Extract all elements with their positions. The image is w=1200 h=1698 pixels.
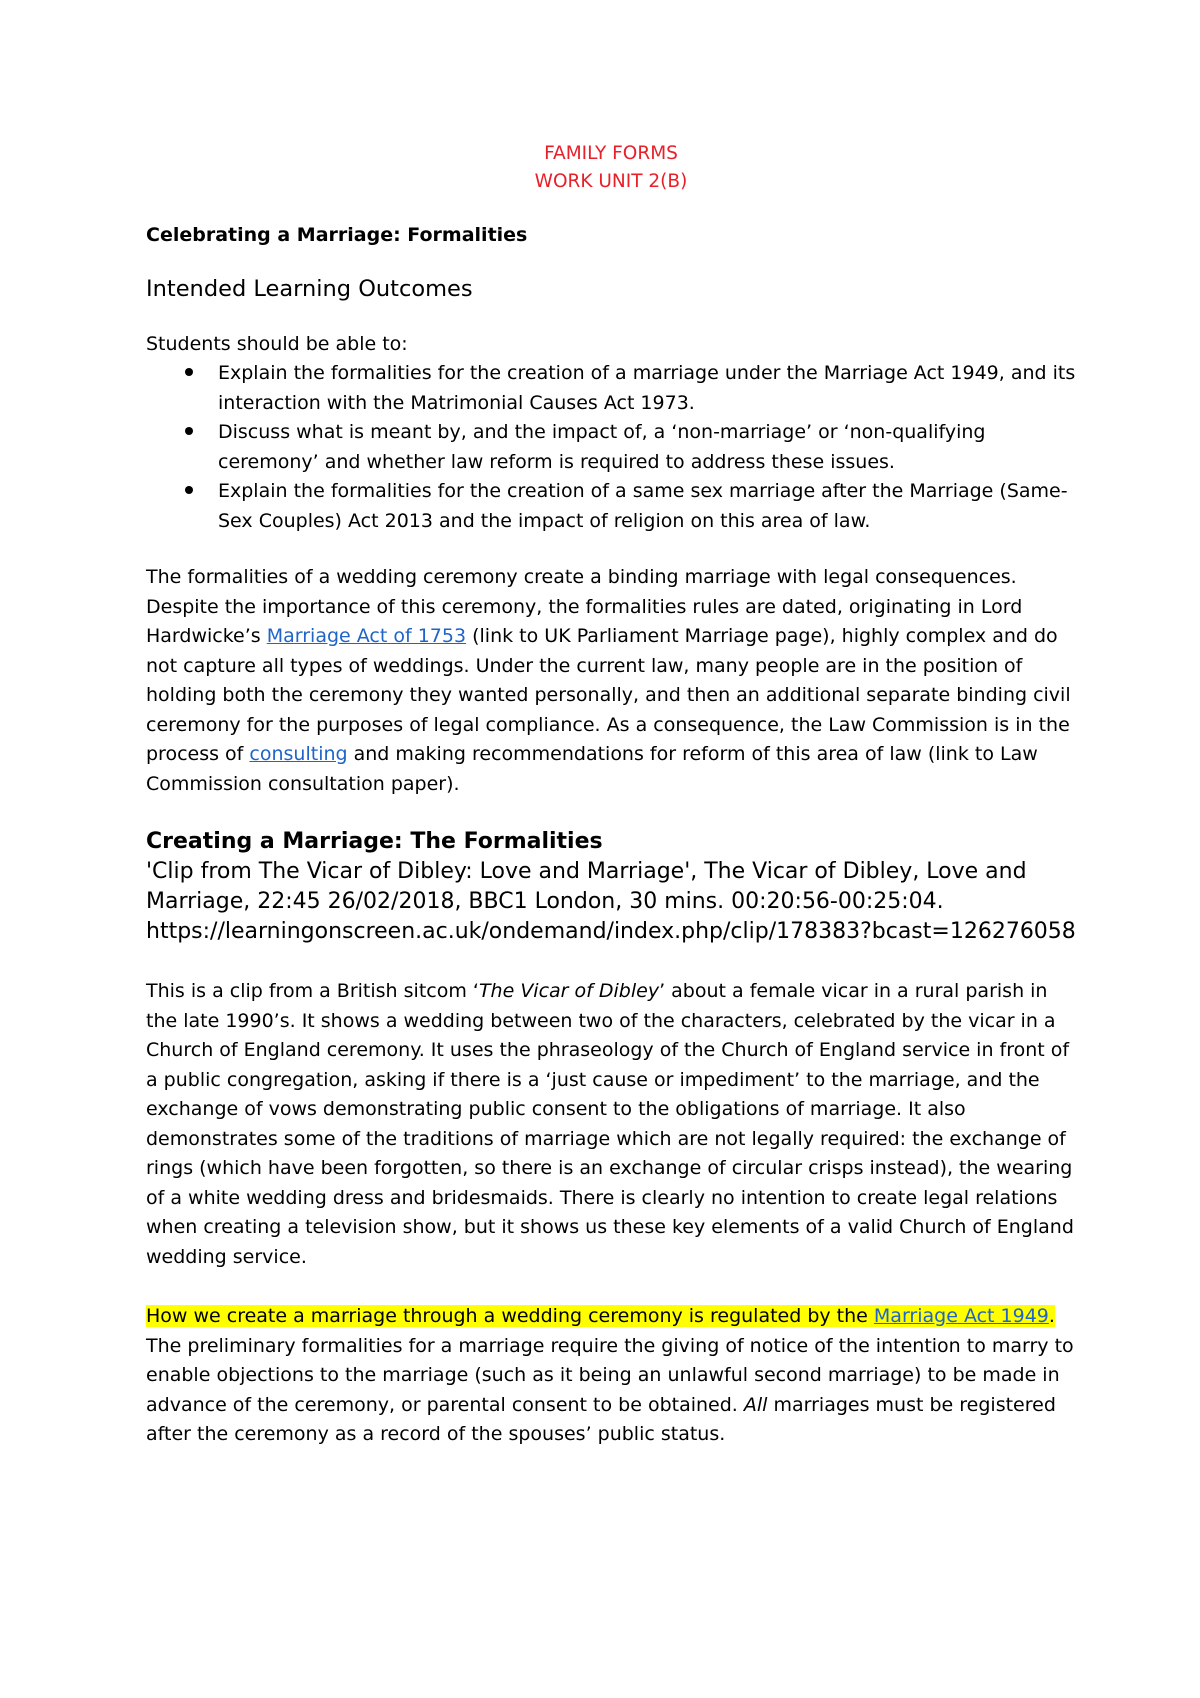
outcomes-intro: Students should be able to:: [146, 332, 408, 355]
title-line-2: WORK UNIT 2(B): [534, 171, 688, 192]
regulation-paragraph: [146, 1302, 1076, 1450]
formalities-heading: Creating a Marriage: The Formalities: [146, 829, 603, 854]
clip-citation: 'Clip from The Vicar of Dibley: Love and Marriage', The Vicar of Dibley, Love and Marriage, 22:45 26/02/2018, BBC1 London, 30 mins. 00:20:56-00:25:04.: [146, 859, 1027, 914]
para1-text-end: and making recommendations for reform of this area of law (link to Law Commission consultation paper).: [146, 743, 1038, 795]
outcome-text: Explain the formalities for the creation of a same sex marriage after the Marriage (Same-Sex Couples) Act 2013 and the impact of religion on this area of law.: [218, 480, 1068, 532]
intro-paragraph: [146, 563, 1076, 799]
clip-url: https://learningonscreen.ac.uk/ondemand/index.php/clip/178383?bcast=126276058: [146, 919, 1076, 944]
document-title: [146, 140, 1076, 196]
outcome-text: Discuss what is meant by, and the impact of, a ‘non-marriage’ or ‘non-qualifying ceremony’ and whether law reform is required to address these issues.: [218, 421, 986, 473]
bullet-icon: [185, 427, 193, 435]
marriage-act-1949-link[interactable]: Marriage Act 1949: [873, 1305, 1049, 1327]
highlighted-text: How we create a marriage through a wedding ceremony is regulated by the: [146, 1305, 874, 1327]
show-title: The Vicar of Dibley: [478, 980, 660, 1002]
para3-text-end: marriages must be registered after the ceremony as a record of the spouses’ public status.: [146, 1393, 1056, 1445]
outcome-item: [146, 359, 1076, 418]
outcome-item: [146, 477, 1076, 536]
outcomes-list: [146, 359, 1076, 536]
emphasis-all: All: [743, 1393, 768, 1416]
outcomes-heading: Intended Learning Outcomes: [146, 275, 473, 302]
bullet-icon: [185, 486, 193, 494]
para2-text-start: This is a clip from a British sitcom ‘: [146, 980, 479, 1002]
para1-text-middle: (link to UK Parliament Marriage page), highly complex and do not capture all types of weddings. Under the current law, many people are in the position of holding both the ceremony they wanted personally, and then an additional separate binding civil ceremony for the purposes of legal compliance. As a consequence, the Law Commission is in the process of: [146, 625, 1071, 765]
para3-text-start: The preliminary formalities for a marriage require the giving of notice of the intention to marry to enable objections to the marriage (such as it being an unlawful second marriage) to be made in advance of the ceremony, or parental consent to be obtained.: [146, 1334, 1074, 1416]
highlighted-period: .: [1048, 1305, 1055, 1327]
outcome-item: [146, 418, 1076, 477]
document-page: [146, 140, 1076, 1450]
para1-text-start: The formalities of a wedding ceremony create a binding marriage with legal consequences. Despite the importance of this ceremony, the formalities rules are dated, originating in Lord Hardwicke’s: [146, 566, 1023, 647]
clip-description-paragraph: [146, 977, 1076, 1272]
section-subheading: Celebrating a Marriage: Formalities: [146, 224, 528, 246]
consulting-link[interactable]: consulting: [249, 743, 348, 765]
title-line-1: FAMILY FORMS: [544, 143, 678, 164]
outcome-text: Explain the formalities for the creation of a marriage under the Marriage Act 1949, and its interaction with the Matrimonial Causes Act 1973.: [218, 362, 1076, 414]
marriage-act-1753-link[interactable]: Marriage Act of 1753: [266, 625, 467, 647]
bullet-icon: [185, 368, 193, 376]
para2-text-end: ’ about a female vicar in a rural parish in the late 1990’s. It shows a wedding between two of the characters, celebrated by the vicar in a Church of England ceremony. It uses the phraseology of the Church of England service in front of a public congregation, asking if there is a ‘just cause or impediment’ to the marriage, and the exchange of vows demonstrating public consent to the obligations of marriage. It also demonstrates some of the traditions of marriage which are not legally required: the exchange of rings (which have been forgotten, so there is an exchange of circular crisps instead), the wearing of a white wedding dress and bridesmaids. There is clearly no intention to create legal relations when creating a television show, but it shows us these key elements of a valid Church of England wedding service.: [146, 980, 1074, 1268]
